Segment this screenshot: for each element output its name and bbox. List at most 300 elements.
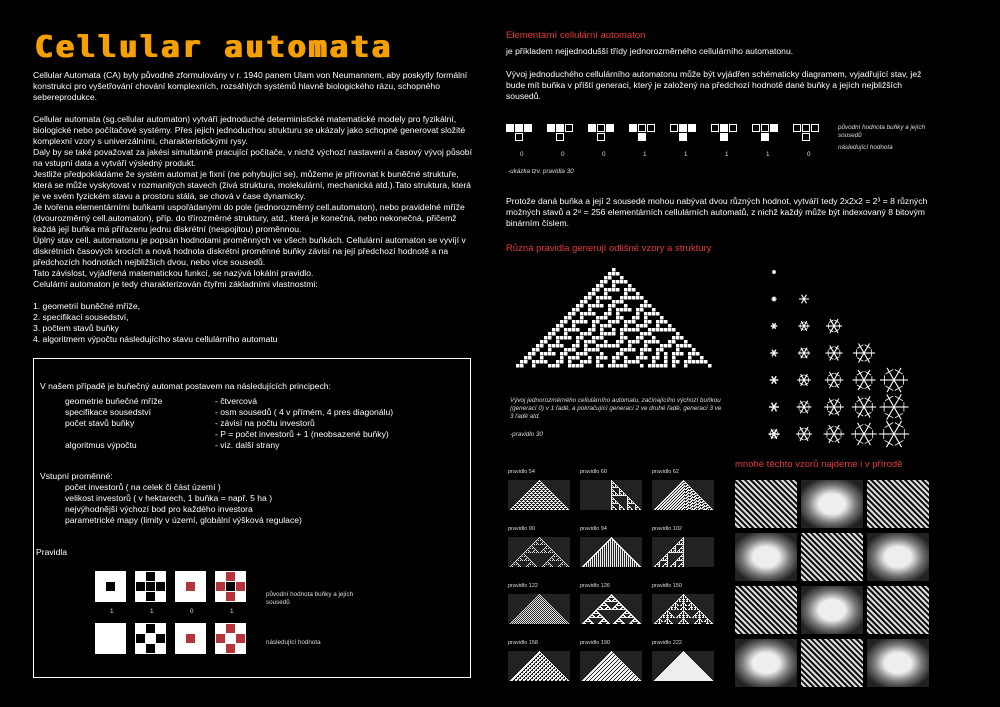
automaton-cell: [608, 288, 612, 292]
automaton-cell: [656, 328, 660, 332]
grid-cell: [196, 624, 205, 633]
automaton-cell: [600, 332, 604, 336]
pattern-cell: [761, 124, 769, 132]
automaton-cell: [588, 348, 592, 352]
grid-cell: [226, 634, 235, 643]
automaton-cell: [672, 360, 676, 364]
automaton-cell: [584, 348, 588, 352]
legend-next: následující hodnota: [266, 639, 321, 647]
automaton-cell: [616, 364, 620, 368]
pattern-cell: [565, 124, 573, 132]
automaton-cell: [600, 284, 604, 288]
automaton-cell: [584, 344, 588, 348]
automaton-cell: [608, 344, 612, 348]
grid-cell: [116, 582, 125, 591]
automaton-cell: [580, 336, 584, 340]
automaton-cell: [652, 364, 656, 368]
automaton-cell: [524, 360, 528, 364]
automaton-cell: [616, 300, 620, 304]
automaton-cell: [624, 296, 628, 300]
automaton-cell: [604, 340, 608, 344]
automaton-cell: [612, 300, 616, 304]
automaton-cell: [596, 304, 600, 308]
automaton-cell: [624, 364, 628, 368]
automaton-cell: [632, 296, 636, 300]
automaton-cell: [552, 364, 556, 368]
grid-cell: [96, 572, 105, 581]
grid-cell: [146, 592, 155, 601]
page-title: Cellular automata: [34, 30, 393, 65]
pattern-cell: [711, 124, 719, 132]
automaton-cell: [636, 316, 640, 320]
automaton-cell: [632, 360, 636, 364]
automaton-cell: [560, 352, 564, 356]
grid-cell: [116, 624, 125, 633]
automaton-cell: [616, 340, 620, 344]
rule-grids: [96, 572, 256, 667]
rule-grid: [96, 624, 125, 653]
principle-key: algoritmus výpočtu: [65, 440, 137, 450]
automaton-cell: [656, 348, 660, 352]
shell-photo: [735, 586, 797, 634]
automaton-cell: [564, 316, 568, 320]
automaton-cell: [548, 348, 552, 352]
automaton-cell: [596, 356, 600, 360]
automaton-cell: [664, 360, 668, 364]
input-item: parametrické mapy (limity v území, globální výšková regulace): [65, 515, 302, 525]
automaton-cell: [600, 328, 604, 332]
automaton-cell: [692, 360, 696, 364]
automaton-cell: [668, 340, 672, 344]
grid-cell: [136, 644, 145, 653]
automaton-cell: [604, 280, 608, 284]
automaton-cell: [616, 280, 620, 284]
automaton-cell: [560, 320, 564, 324]
elementary-paragraph: Vývoj jednoduchého cellulárního automatonu může být vyjádřen schématicky diagramem, vyjadřující stav, jež bude mít buňka v příští generaci, který je založený na předchozí hodnotě dané buňky a jejích nejbližších sousedů.: [506, 69, 922, 101]
automaton-cell: [624, 304, 628, 308]
automaton-cell: [576, 340, 580, 344]
automaton-cell: [636, 360, 640, 364]
snowflake: [772, 270, 776, 273]
automaton-cell: [588, 292, 592, 296]
result-cell: [761, 133, 769, 141]
rule-grid: [136, 572, 165, 601]
automaton-cell: [628, 328, 632, 332]
automaton-cell: [644, 344, 648, 348]
automaton-cell: [676, 336, 680, 340]
pattern-cell: [647, 124, 655, 132]
automaton-cell: [596, 296, 600, 300]
rule-value: 1: [725, 151, 729, 158]
automaton-cell: [632, 316, 636, 320]
automaton-cell: [520, 360, 524, 364]
pattern-cell: [597, 124, 605, 132]
automaton-cell: [648, 304, 652, 308]
automaton-cell: [620, 296, 624, 300]
body-paragraph: Celulární automaton je tedy charakterizován čtyřmi základními vlastnostmi:: [33, 279, 318, 289]
result-cell: [556, 133, 564, 141]
grid-cell: [216, 582, 225, 591]
grid-cell: [146, 634, 155, 643]
automaton-cell: [628, 296, 632, 300]
automaton-cell: [664, 356, 668, 360]
automaton-cell: [624, 308, 628, 312]
automaton-cell: [588, 356, 592, 360]
automaton-cell: [588, 328, 592, 332]
grid-cell: [106, 582, 115, 591]
pattern-cell: [588, 124, 596, 132]
automaton-cell: [704, 360, 708, 364]
automaton-cell: [568, 328, 572, 332]
triangle-caption: Vývoj jednorozměrného cellulárního automatu, začínajícího výchozí buňkou (generací 0) v 1 řadě, a pokračující generací 2 ve druhé řadě, generací 3 ve 3 řadě atd.: [510, 397, 722, 420]
automaton-cell: [568, 360, 572, 364]
automaton-cell: [584, 352, 588, 356]
body-paragraph: Cellular automata (sg.cellular automaton) vytváří jednoduché deterministické matematické modely pro fyzikální, biologické nebo počítačové systémy. Přes jejich jednoduchou strukturu se ukázaly jako schopné generovat složité komplexní vzory s univerzálními, charakteristickými rysy.: [33, 114, 466, 146]
rule-value: 0: [602, 151, 606, 158]
automaton-cell: [636, 296, 640, 300]
automaton-cell: [636, 312, 640, 316]
nature-photos: [735, 480, 935, 690]
automaton-cell: [700, 360, 704, 364]
grid-cell: [96, 634, 105, 643]
automaton-cell: [588, 332, 592, 336]
legend-original: původní hodnota buňky a jejích sousedů: [266, 591, 354, 607]
grid-cell: [146, 624, 155, 633]
automaton-cell: [600, 344, 604, 348]
list-item: 2. specifikací sousedství,: [33, 312, 129, 322]
automaton-cell: [548, 336, 552, 340]
automaton-cell: [596, 348, 600, 352]
grid-cell: [136, 582, 145, 591]
result-cell: [679, 133, 687, 141]
intro-paragraph: Cellular Automata (CA) byly původně zformulovány v r. 1940 panem Ulam von Neumannem, aby poskytly formální konstrukci pro vyšetřování chování komplexních, rozsáhlých systémů hlavně biologického rázu, schopného sebereprodukce.: [33, 70, 468, 102]
rule-thumbnails: [508, 468, 718, 700]
automaton-cell: [600, 352, 604, 356]
automaton-cell: [612, 364, 616, 368]
grid-cell: [106, 634, 115, 643]
automaton-cell: [612, 344, 616, 348]
automaton-cell: [556, 328, 560, 332]
automaton-cell: [612, 332, 616, 336]
grid-cell: [96, 624, 105, 633]
automaton-cell: [588, 312, 592, 316]
automaton-cell: [624, 320, 628, 324]
shell-photo: [735, 533, 797, 581]
automaton-cell: [544, 360, 548, 364]
automaton-cell: [676, 332, 680, 336]
snowflake: [771, 323, 777, 329]
automaton-cell: [684, 364, 688, 368]
automaton-cell: [548, 332, 552, 336]
automaton-cell: [628, 288, 632, 292]
grid-cell: [216, 644, 225, 653]
automaton-cell: [564, 332, 568, 336]
snowflake: [770, 376, 779, 384]
automaton-cell: [584, 300, 588, 304]
automaton-cell: [668, 344, 672, 348]
automaton-cell: [588, 296, 592, 300]
automaton-cell: [588, 308, 592, 312]
automaton-cell: [644, 356, 648, 360]
automaton-cell: [564, 320, 568, 324]
automaton-cell: [600, 316, 604, 320]
automaton-cell: [648, 340, 652, 344]
grid-cell: [106, 572, 115, 581]
automaton-cell: [640, 324, 644, 328]
automaton-cell: [548, 344, 552, 348]
rule-label: pravidlo 94: [580, 526, 607, 532]
automaton-cell: [664, 344, 668, 348]
shell-photo: [867, 533, 929, 581]
automaton-cell: [600, 356, 604, 360]
grid-cell: [96, 582, 105, 591]
automaton-cell: [640, 336, 644, 340]
rule-value: 1: [150, 608, 154, 615]
rule-thumbnail: [508, 594, 570, 624]
pattern-cell: [606, 124, 614, 132]
principle-value: - osm sousedů ( 4 v přímém, 4 pres diagonálu): [215, 407, 394, 417]
automaton-cell: [596, 300, 600, 304]
automaton-cell: [584, 312, 588, 316]
automaton-cell: [616, 352, 620, 356]
automaton-cell: [644, 348, 648, 352]
automaton-cell: [572, 312, 576, 316]
automaton-cell: [660, 316, 664, 320]
automaton-cell: [636, 308, 640, 312]
automaton-cell: [556, 364, 560, 368]
automaton-cell: [636, 336, 640, 340]
principle-key: specifikace sousedství: [65, 407, 151, 417]
automaton-cell: [548, 364, 552, 368]
automaton-cell: [652, 336, 656, 340]
automaton-cell: [604, 292, 608, 296]
automaton-cell: [652, 340, 656, 344]
rule-value: 0: [561, 151, 565, 158]
rule-thumbnail: [508, 480, 570, 510]
grid-cell: [236, 572, 245, 581]
automaton-cell: [676, 352, 680, 356]
automaton-cell: [616, 312, 620, 316]
rules-heading: Pravidla: [36, 547, 68, 557]
shell-photo: [735, 480, 797, 528]
grid-cell: [226, 592, 235, 601]
automaton-cell: [636, 356, 640, 360]
automaton-cell: [620, 316, 624, 320]
automaton-cell: [592, 348, 596, 352]
rule30-triangle: [508, 268, 718, 368]
principle-key: geometrie buňečné mříže: [65, 396, 163, 406]
grid-cell: [116, 572, 125, 581]
automaton-cell: [648, 364, 652, 368]
automaton-cell: [652, 360, 656, 364]
automaton-cell: [600, 296, 604, 300]
inputs-list: [65, 482, 302, 526]
automaton-cell: [672, 356, 676, 360]
automaton-cell: [564, 336, 568, 340]
rule-value: 1: [110, 608, 114, 615]
automaton-cell: [652, 308, 656, 312]
automaton-cell: [620, 332, 624, 336]
automaton-cell: [576, 320, 580, 324]
automaton-cell: [596, 316, 600, 320]
pattern-cell: [770, 124, 778, 132]
automaton-cell: [608, 364, 612, 368]
automaton-cell: [640, 332, 644, 336]
legend-original: původní hodnota buňky a jejích sousedů: [838, 124, 926, 139]
automaton-cell: [528, 356, 532, 360]
legend-next: následující hodnota: [838, 144, 893, 151]
automaton-cell: [532, 360, 536, 364]
pattern-cell: [547, 124, 555, 132]
automaton-cell: [628, 348, 632, 352]
rule-thumbnail: [652, 594, 714, 624]
automaton-cell: [620, 276, 624, 280]
automaton-cell: [636, 292, 640, 296]
automaton-cell: [624, 328, 628, 332]
snowflake: [825, 372, 843, 388]
automaton-cell: [592, 340, 596, 344]
automaton-cell: [540, 344, 544, 348]
automaton-cell: [600, 364, 604, 368]
automaton-cell: [660, 328, 664, 332]
principle-value: - viz. další strany: [215, 440, 280, 450]
pattern-cell: [811, 124, 819, 132]
automaton-cell: [604, 344, 608, 348]
automaton-cell: [556, 336, 560, 340]
automaton-cell: [588, 340, 592, 344]
automaton-cell: [644, 300, 648, 304]
automaton-cell: [592, 328, 596, 332]
automaton-cell: [548, 352, 552, 356]
grid-cell: [186, 644, 195, 653]
automaton-cell: [564, 348, 568, 352]
automaton-cell: [656, 312, 660, 316]
automaton-cell: [612, 280, 616, 284]
automaton-cell: [612, 356, 616, 360]
automaton-cell: [628, 320, 632, 324]
grid-cell: [156, 644, 165, 653]
automaton-cell: [516, 364, 520, 368]
automaton-cell: [608, 312, 612, 316]
automaton-cell: [672, 340, 676, 344]
automaton-cell: [656, 364, 660, 368]
automaton-cell: [672, 352, 676, 356]
pattern-cell: [524, 124, 532, 132]
rule-value: 1: [230, 608, 234, 615]
automaton-cell: [644, 316, 648, 320]
automaton-cell: [580, 320, 584, 324]
principle-value: - P = počet investorů + 1 (neobsazené buňky): [215, 429, 389, 439]
automaton-cell: [592, 312, 596, 316]
automaton-cell: [556, 340, 560, 344]
automaton-cell: [676, 360, 680, 364]
automaton-cell: [656, 340, 660, 344]
rule-label: pravidlo 190: [580, 640, 610, 646]
grid-cell: [226, 572, 235, 581]
automaton-cell: [620, 336, 624, 340]
automaton-cell: [612, 360, 616, 364]
body-paragraph: Jestliže předpokládáme že systém automat je fixní (ne pohybující se), můžeme je přirovnat k buněčné struktuře, která se může vyskytovat v rozmanitých stavech (živá struktura, molekulární, mechanická atd.).Tato struktura, která je ve svém fyzickém stavu a prostoru stálá, se chová v čase dynamicky.: [33, 169, 471, 201]
automaton-cell: [684, 360, 688, 364]
automaton-cell: [572, 364, 576, 368]
shell-photo: [867, 586, 929, 634]
automaton-cell: [628, 284, 632, 288]
automaton-cell: [584, 296, 588, 300]
snowflake: [770, 350, 778, 357]
automaton-cell: [604, 324, 608, 328]
automaton-cell: [572, 356, 576, 360]
automaton-cell: [648, 320, 652, 324]
grid-cell: [146, 582, 155, 591]
grid-cell: [216, 592, 225, 601]
grid-cell: [136, 624, 145, 633]
automaton-cell: [564, 328, 568, 332]
shell-photo: [867, 480, 929, 528]
snowflake: [879, 421, 909, 447]
automaton-cell: [580, 304, 584, 308]
automaton-cell: [624, 324, 628, 328]
grid-cell: [136, 572, 145, 581]
triangle-caption-rule: -pravidlo 30: [510, 431, 543, 438]
automaton-cell: [540, 340, 544, 344]
result-cell: [720, 133, 728, 141]
box-heading: V našem případě je buňečný automat postavem na následujících principech:: [40, 381, 331, 391]
automaton-cell: [620, 308, 624, 312]
automaton-cell: [604, 296, 608, 300]
automaton-cell: [552, 332, 556, 336]
automaton-cell: [544, 340, 548, 344]
automaton-cell: [628, 344, 632, 348]
grid-cell: [116, 634, 125, 643]
snowflake: [852, 370, 875, 390]
patterns-heading: Různá pravidla generují odlišné vzory a struktury: [506, 243, 712, 254]
input-item: nejvýhodnější výchozí bod pro každého investora: [65, 504, 253, 514]
automaton-cell: [556, 344, 560, 348]
automaton-cell: [568, 316, 572, 320]
principle-value: - závisí na počtu investorů: [215, 418, 315, 428]
automaton-cell: [596, 284, 600, 288]
automaton-cell: [612, 288, 616, 292]
grid-cell: [216, 624, 225, 633]
pattern-cell: [515, 124, 523, 132]
automaton-cell: [624, 280, 628, 284]
shell-photo: [801, 533, 863, 581]
automaton-cell: [540, 352, 544, 356]
pattern-cell: [556, 124, 564, 132]
body-paragraph: Je tvořena elementárními buňkami uspořádanými do pole (jednorozměrný cell.automaton), nebo pravidelné mříže (dvourozměrný cell.automaton), příp. do třírozměrné struktury, atd., která je konečná, nebo nekonečná, přičemž každá její buňka má přiřazenu jednu diskrétní (nespojitou) proměnnou.: [33, 202, 465, 234]
automaton-cell: [608, 296, 612, 300]
automaton-cell: [612, 268, 616, 272]
pattern-cell: [506, 124, 514, 132]
automaton-cell: [608, 304, 612, 308]
grid-cell: [186, 634, 195, 643]
automaton-cell: [580, 332, 584, 336]
rule-label: pravidlo 126: [580, 583, 610, 589]
rule-grid: [216, 572, 245, 601]
automaton-cell: [592, 336, 596, 340]
automaton-cell: [576, 364, 580, 368]
automaton-cell: [668, 324, 672, 328]
rule-thumbnail: [508, 651, 570, 681]
rule-grid: [96, 572, 125, 601]
pattern-cell: [679, 124, 687, 132]
pattern-cell: [670, 124, 678, 132]
automaton-cell: [612, 320, 616, 324]
automaton-cell: [580, 300, 584, 304]
automaton-cell: [572, 328, 576, 332]
principles-table: [65, 396, 465, 451]
grid-cell: [96, 592, 105, 601]
